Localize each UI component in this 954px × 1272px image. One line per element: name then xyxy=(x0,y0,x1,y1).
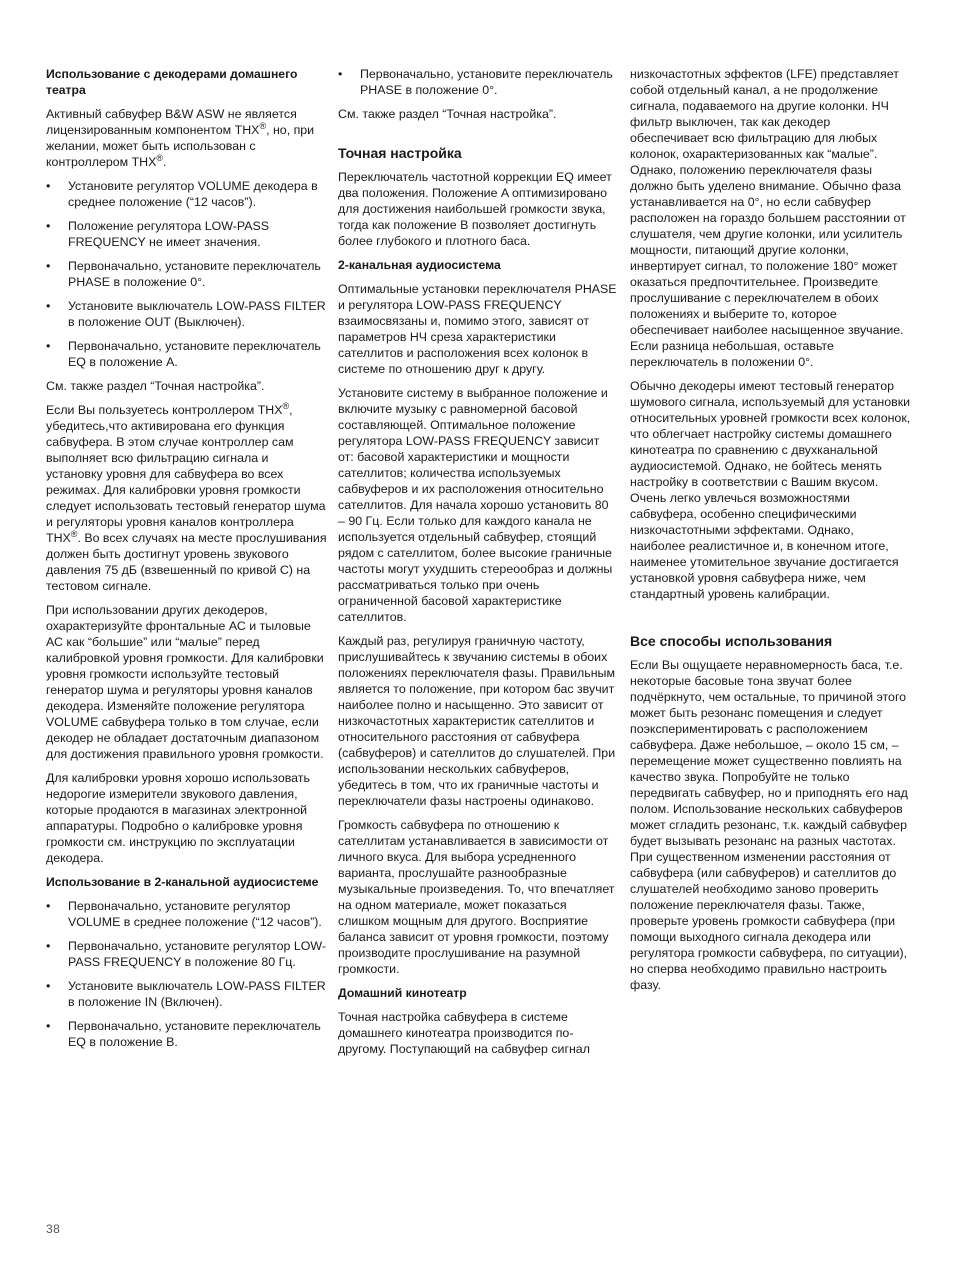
paragraph-calibration: Для калибровки уровня хорошо использовать недорогие измерители звукового давления, которые продаются в магазинах электронной аппаратуры. Подробно о калибровке уровня громкости см. инструкцию по эксплуатации декодера. xyxy=(46,771,310,865)
bullet-list-two-channel-settings xyxy=(46,898,328,1050)
paragraph-other-decoders: При использовании других декодеров, охарактеризуйте фронтальные АС и тыловые АС как “большие” или “малые” перед калибровкой уровня громкости. Для калибровки уровня громкости используйте тестовый генератор шума и регуляторы уровня каналов декодера. Изменяйте положение регулятора VOLUME сабвуфера только в том случае, если декодер не обладает достаточным диапазоном для достижения правильного уровня громкости. xyxy=(46,603,324,761)
paragraph-decoders-test: Обычно декодеры имеют тестовый генератор шумового сигнала, используемый для установки относительных уровней громкости всех колонок, что облегчает настройку системы домашнего кинотеатра по сравнению с двухканальной аудиосистемой. Однако, не бойтесь менять настройку в соответствии с Вашим вкусом. Очень легко увлечься возможностями сабвуфера, особенно специфическими низкочастотными эффектами. Однако, наиболее реалистичное и, в конечном итоге, наименее утомительное звучание достигается установкой уровня сабвуфера ниже, чем стандартный уровень калибрации. xyxy=(630,379,911,601)
list-item: • Первоначально, установите переключатель PHASE в положение 0°. xyxy=(338,66,618,98)
bullet-list-phase xyxy=(338,66,618,98)
paragraph-all-uses: Если Вы ощущаете неравномерность баса, т.е. некоторые басовые тона звучат более подчёркнуто, чем остальные, то причиной этого может быть резонанс помещения и следует поэкспериментировать с расположением сабвуфера. Даже небольшое, – около 15 см, – перемещение может существенно повлиять на качество звука. Попробуйте не только передвигать сабвуфер, но и приподнять его над полом. Использование нескольких сабвуферов может сгладить резонанс, т.к. каждый сабвуфер будет вызывать резонанс на разных частотах. При существенном изменении расстояния от сабвуфера (или сабвуферов) и сателлитов до слушателей необходимо заново проверить положение переключателя фазы. Также, проверьте уровень громкости сабвуфера (при помощи выходного сигнала декодера или регулятора громкости сабвуфера, по ситуации), но сперва необходимо правильно настроить фазу. xyxy=(630,658,908,992)
list-item: • Первоначально, установите переключатель EQ в положение B. xyxy=(46,1018,328,1050)
paragraph-volume: Громкость сабвуфера по отношению к сателлитам устанавливается в зависимости от личного вкуса. Для выбора усредненного варианта, прослушайте разнообразные музыкальные произведения. То, что впечатляет на одном материале, может показаться слишком мощным для другого. Восприятие баланса зависит от уровня громкости, поэтому производите прослушивание на разумной громкости. xyxy=(338,818,615,976)
list-item: • Первоначально, установите переключатель PHASE в положение 0°. xyxy=(46,258,328,290)
heading-fine-tuning: Точная настройка xyxy=(338,145,462,161)
page-number: 38 xyxy=(46,1222,61,1236)
paragraph-intro: Активный сабвуфер B&W ASW не является лицензированным компонентом THX®, но, при желании, может быть использован с контроллером THX®. xyxy=(46,107,315,169)
heading-two-channel-system: 2-канальная аудиосистема xyxy=(338,258,501,272)
paragraph-lfe: низкочастотных эффектов (LFE) представляет собой отдельный канал, а не продолжение сигнала, подаваемого на другие колонки. НЧ фильтр выключен, так как декодер обеспечивает всю фильтрацию для любых колонок, охарактеризованных как “малые”. Однако, положению переключателя фазы должно быть уделено внимание. Обычно фаза устанавливается на 0°, но если сабвуфер расположен на гораздо большем расстоянии от слушателя, чем другие колонки, или усилитель мощности, питающий другие колонки, инвертирует сигнал, то положение 180° может оказаться предпочтительнее. Произведите прослушивание с переключателем в обоих положениях и выберите то, которое обеспечивает наиболее насыщенное звучание. Если разница небольшая, оставьте переключатель в положении 0°. xyxy=(630,67,906,369)
column-1 xyxy=(46,66,328,1058)
list-item: • Установите выключатель LOW-PASS FILTER в положение OUT (Выключен). xyxy=(46,298,328,330)
list-item: • Первоначально, установите переключатель EQ в положение A. xyxy=(46,338,328,370)
paragraph-install: Установите систему в выбранное положение и включите музыку с равномерной басовой составляющей. Оптимальное положение регулятора LOW-PASS FREQUENCY зависит от: басовой характеристики и мощности сателлитов; количества используемых сабвуферов и их расположения относительно сателлитов. Для начала хорошо установить 80 – 90 Гц. Если только для каждого канала не используется отдельный сабвуфер, стоящий рядом с сателлитом, более высокие граничные частоты могут ухудшить стереообраз и должны рассматриваться только при очень ограниченной басовой характеристике сателлитов. xyxy=(338,386,613,624)
heading-home-theatre: Домашний кинотеатр xyxy=(338,986,467,1000)
see-also-note: См. также раздел “Точная настройка”. xyxy=(46,379,265,393)
paragraph-home-theatre: Точная настройка сабвуфера в системе домашнего кинотеатра производится по-другому. Поступающий на сабвуфер сигнал xyxy=(338,1010,590,1056)
see-also-note: См. также раздел “Точная настройка”. xyxy=(338,107,557,121)
list-item: • Установите выключатель LOW-PASS FILTER в положение IN (Включен). xyxy=(46,978,328,1010)
paragraph-optimal: Оптимальные установки переключателя PHASE и регулятора LOW-PASS FREQUENCY взаимосвязаны и, помимо этого, зависят от параметров НЧ среза характеристики сателлитов и расположения всех колонок в системе по отношению друг к другу. xyxy=(338,282,617,376)
heading-all-uses: Все способы использования xyxy=(630,633,833,649)
column-2 xyxy=(338,66,618,1065)
heading-home-theatre-decoders: Использование с декодерами домашнего театра xyxy=(46,67,298,97)
heading-two-channel-use: Использование в 2-канальной аудиосистеме xyxy=(46,875,319,889)
bullet-list-decoder-settings xyxy=(46,178,328,370)
list-item: • Установите регулятор VOLUME декодера в среднее положение (“12 часов”). xyxy=(46,178,328,210)
list-item: • Первоначально, установите регулятор VOLUME в среднее положение (“12 часов”). xyxy=(46,898,328,930)
list-item: • Положение регулятора LOW-PASS FREQUENCY не имеет значения. xyxy=(46,218,328,250)
list-item: • Первоначально, установите регулятор LOW-PASS FREQUENCY в положение 80 Гц. xyxy=(46,938,328,970)
paragraph-eq: Переключатель частотной коррекции EQ имеет два положения. Положение A оптимизировано для достижения наибольшей громкости звука, тогда как положение B позволяет достигнуть более глубокого и плотного баса. xyxy=(338,170,612,248)
paragraph-thx: Если Вы пользуетесь контроллером THX®, убедитесь,что активирована его функция сабвуфера. В этом случае контроллер сам выполняет всю фильтрацию сигнала и установку уровня для сабвуфера во всех режимах. Для калибровки уровня громкости следует использовать тестовый генератор шума и регуляторы уровня каналов контроллера THX®. Во всех случаях на месте прослушивания должен быть достигнут уровень звукового давления 75 дБ (взвешенный по кривой C) на тестовом сигнале. xyxy=(46,401,327,593)
column-3 xyxy=(630,66,912,1001)
paragraph-each-time: Каждый раз, регулируя граничную частоту, прислушивайтесь к звучанию системы в обоих положениях переключателя фазы. Правильным является то положение, при котором бас звучит наиболее полно и насыщенно. Это зависит от низкочастотных характеристик сателлитов и относительного расстояния от сабвуфера (сабвуферов) и сателлитов до слушателей. При использовании нескольких сабвуферов, убедитесь в том, что их граничные частоты и переключатели фазы настроены одинаково. xyxy=(338,634,616,808)
